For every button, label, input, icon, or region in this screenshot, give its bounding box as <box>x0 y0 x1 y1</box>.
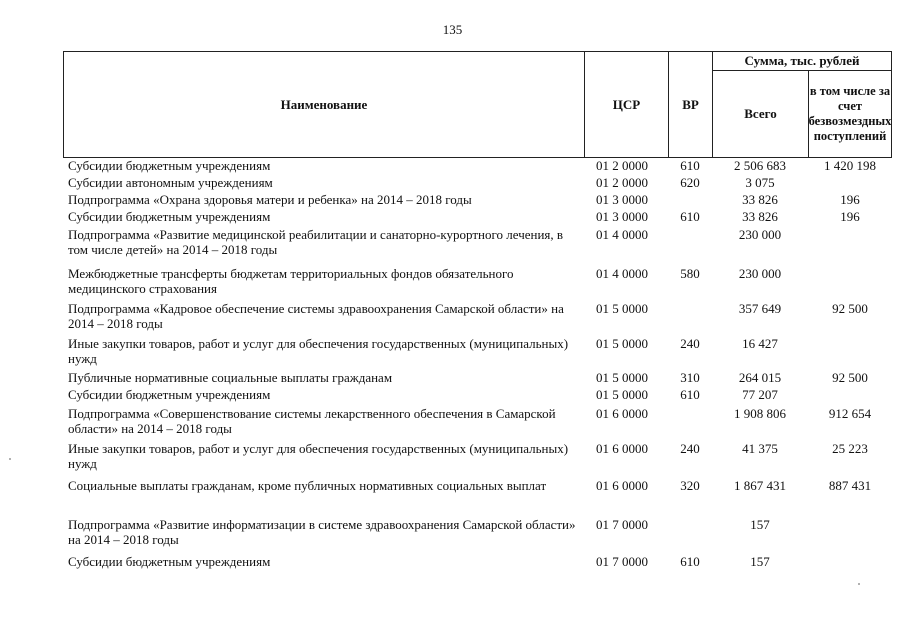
row-name: Субсидии бюджетным учреждениям <box>68 209 271 224</box>
row-including: 887 431 <box>828 478 872 493</box>
row-vr: 610 <box>680 554 700 569</box>
row-vr: 580 <box>680 266 700 281</box>
row-vr: 620 <box>680 175 700 190</box>
row-including: 912 654 <box>828 406 872 421</box>
row-total: 357 649 <box>738 301 782 316</box>
scan-speck <box>858 583 860 585</box>
row-including: 1 420 198 <box>824 158 876 173</box>
row-total: 33 826 <box>742 209 778 224</box>
row-name: Подпрограмма «Развитие медицинской реабилитации и санаторно-курортного лечения, в том числе детей» на 2014 – 2018 годы <box>68 227 564 257</box>
row-name: Подпрограмма «Совершенствование системы лекарственного обеспечения в Самарской области» на 2014 – 2018 годы <box>68 406 556 436</box>
row-name: Подпрограмма «Кадровое обеспечение системы здравоохранения Самарской области» на 2014 – 2018 годы <box>68 301 564 331</box>
row-total: 16 427 <box>742 336 778 351</box>
header-name: Наименование <box>63 51 584 158</box>
row-csr: 01 6 0000 <box>596 441 648 456</box>
row-total: 77 207 <box>742 387 778 402</box>
row-vr: 610 <box>680 158 700 173</box>
row-vr: 610 <box>680 209 700 224</box>
row-total: 230 000 <box>738 266 782 281</box>
row-vr: 310 <box>680 370 700 385</box>
row-vr: 240 <box>680 336 700 351</box>
row-vr: 610 <box>680 387 700 402</box>
header-total: Всего <box>712 70 808 158</box>
row-name: Субсидии бюджетным учреждениям <box>68 158 271 173</box>
row-total: 3 075 <box>745 175 775 190</box>
row-including: 25 223 <box>832 441 868 456</box>
row-total: 264 015 <box>738 370 782 385</box>
row-csr: 01 3 0000 <box>596 209 648 224</box>
row-total: 1 908 806 <box>734 406 786 421</box>
row-total: 1 867 431 <box>734 478 786 493</box>
header-csr: ЦСР <box>584 51 668 158</box>
row-name: Подпрограмма «Развитие информатизации в системе здравоохранения Самарской области» на 2014 – 2018 годы <box>68 517 576 547</box>
row-csr: 01 4 0000 <box>596 227 648 242</box>
row-total: 157 <box>750 517 770 532</box>
row-total: 41 375 <box>742 441 778 456</box>
row-total: 230 000 <box>738 227 782 242</box>
row-name: Иные закупки товаров, работ и услуг для обеспечения государственных (муниципальных) нужд <box>68 336 569 366</box>
row-csr: 01 2 0000 <box>596 158 648 173</box>
row-csr: 01 6 0000 <box>596 478 648 493</box>
row-total: 157 <box>750 554 770 569</box>
row-name: Иные закупки товаров, работ и услуг для обеспечения государственных (муниципальных) нужд <box>68 441 569 471</box>
header-sum: Сумма, тыс. рублей <box>712 51 892 71</box>
row-csr: 01 3 0000 <box>596 192 648 207</box>
row-vr: 320 <box>680 478 700 493</box>
row-including: 196 <box>840 192 860 207</box>
row-name: Публичные нормативные социальные выплаты гражданам <box>68 370 393 385</box>
row-csr: 01 7 0000 <box>596 517 648 532</box>
row-name: Субсидии бюджетным учреждениям <box>68 554 271 569</box>
row-csr: 01 5 0000 <box>596 336 648 351</box>
row-total: 33 826 <box>742 192 778 207</box>
row-including: 92 500 <box>832 301 868 316</box>
row-name: Социальные выплаты гражданам, кроме публичных нормативных социальных выплат <box>68 478 547 493</box>
row-including: 196 <box>840 209 860 224</box>
row-name: Подпрограмма «Охрана здоровья матери и ребенка» на 2014 – 2018 годы <box>68 192 472 207</box>
row-name: Субсидии бюджетным учреждениям <box>68 387 271 402</box>
row-csr: 01 7 0000 <box>596 554 648 569</box>
scan-speck <box>9 458 11 460</box>
row-total: 2 506 683 <box>734 158 786 173</box>
header-including: в том числе за счет безвозмездных поступлений <box>808 70 892 158</box>
row-csr: 01 5 0000 <box>596 387 648 402</box>
row-including: 92 500 <box>832 370 868 385</box>
row-csr: 01 2 0000 <box>596 175 648 190</box>
row-csr: 01 5 0000 <box>596 370 648 385</box>
row-name: Межбюджетные трансферты бюджетам территориальных фондов обязательного медицинского страхования <box>68 266 514 296</box>
header-vr: ВР <box>668 51 712 158</box>
row-name: Субсидии автономным учреждениям <box>68 175 273 190</box>
row-csr: 01 5 0000 <box>596 301 648 316</box>
row-vr: 240 <box>680 441 700 456</box>
page-number: 135 <box>442 22 463 37</box>
row-csr: 01 4 0000 <box>596 266 648 281</box>
row-csr: 01 6 0000 <box>596 406 648 421</box>
